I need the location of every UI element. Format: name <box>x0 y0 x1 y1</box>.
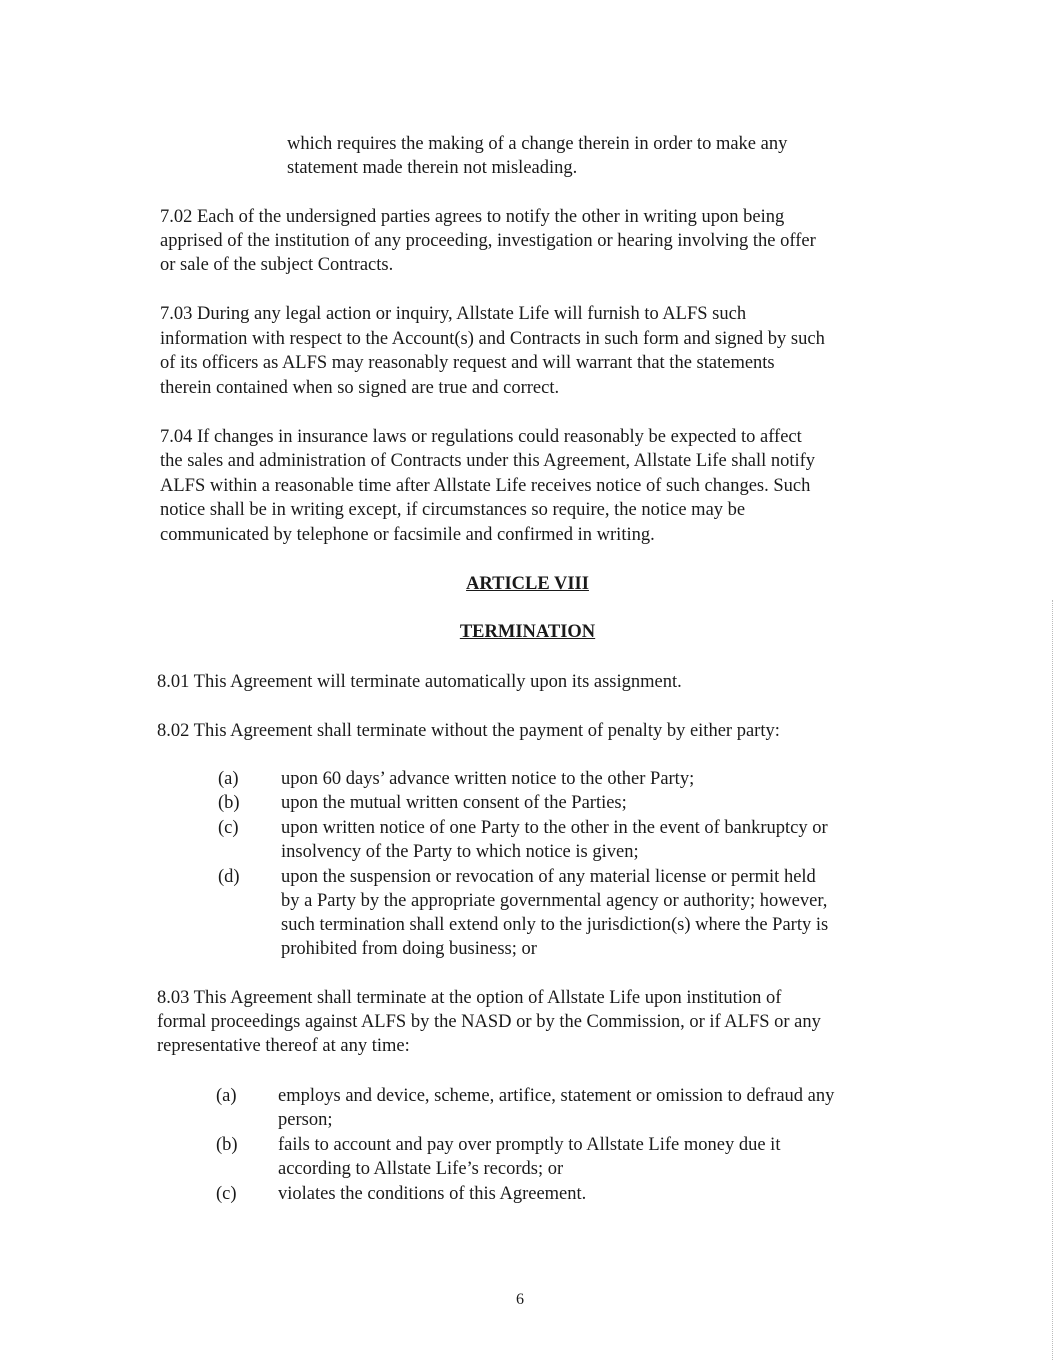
list-item: employs and device, scheme, artifice, statement or omission to defraud any <box>278 1086 835 1106</box>
list-item: according to Allstate Life’s records; or <box>278 1159 564 1179</box>
list-label: (a) <box>216 1086 237 1106</box>
list-label: (b) <box>216 1135 238 1155</box>
list-item: upon 60 days’ advance written notice to the other Party; <box>281 769 695 789</box>
section-8-03: 8.03 This Agreement shall terminate at the option of Allstate Life upon institution of <box>157 988 782 1008</box>
section-8-02: 8.02 This Agreement shall terminate without the payment of penalty by either party: <box>157 721 780 741</box>
paragraph-line: ALFS within a reasonable time after Allstate Life receives notice of such changes. Such <box>160 476 811 496</box>
list-item: upon the mutual written consent of the Parties; <box>281 793 627 813</box>
section-7-04: 7.04 If changes in insurance laws or regulations could reasonably be expected to affect <box>160 427 802 447</box>
list-label: (d) <box>218 867 240 887</box>
paragraph-line: statement made therein not misleading. <box>287 158 578 178</box>
list-item: by a Party by the appropriate governmental agency or authority; however, <box>281 891 828 911</box>
list-item: person; <box>278 1110 333 1130</box>
paragraph-line: formal proceedings against ALFS by the NASD or by the Commission, or if ALFS or any <box>157 1012 821 1032</box>
paragraph-line: information with respect to the Account(s) and Contracts in such form and signed by such <box>160 329 825 349</box>
section-7-02: 7.02 Each of the undersigned parties agrees to notify the other in writing upon being <box>160 207 785 227</box>
section-7-03: 7.03 During any legal action or inquiry, Allstate Life will furnish to ALFS such <box>160 304 747 324</box>
paragraph-line: which requires the making of a change therein in order to make any <box>287 134 788 154</box>
article-heading: ARTICLE VIII <box>466 574 589 594</box>
section-8-01: 8.01 This Agreement will terminate automatically upon its assignment. <box>157 672 682 692</box>
paragraph-line: therein contained when so signed are true and correct. <box>160 378 560 398</box>
list-item: upon written notice of one Party to the other in the event of bankruptcy or <box>281 818 828 838</box>
paragraph-line: notice shall be in writing except, if circumstances so require, the notice may be <box>160 500 746 520</box>
paragraph-line: of its officers as ALFS may reasonably request and will warrant that the statements <box>160 353 775 373</box>
article-title: TERMINATION <box>459 622 596 642</box>
paragraph-line: representative thereof at any time: <box>157 1036 410 1056</box>
paragraph-line: or sale of the subject Contracts. <box>160 255 394 275</box>
paragraph-line: communicated by telephone or facsimile and confirmed in writing. <box>160 525 655 545</box>
list-label: (c) <box>218 818 239 838</box>
paragraph-line: apprised of the institution of any proceeding, investigation or hearing involving the offer <box>160 231 816 251</box>
list-item: violates the conditions of this Agreement. <box>278 1184 587 1204</box>
list-label: (c) <box>216 1184 237 1204</box>
list-label: (a) <box>218 769 239 789</box>
list-item: such termination shall extend only to the jurisdiction(s) where the Party is <box>281 915 829 935</box>
list-item: fails to account and pay over promptly to Allstate Life money due it <box>278 1135 781 1155</box>
list-item: prohibited from doing business; or <box>281 939 537 959</box>
list-item: upon the suspension or revocation of any material license or permit held <box>281 867 816 887</box>
paragraph-line: the sales and administration of Contracts under this Agreement, Allstate Life shall notify <box>160 451 816 471</box>
list-label: (b) <box>218 793 240 813</box>
scan-edge <box>1051 600 1053 1360</box>
list-item: insolvency of the Party to which notice is given; <box>281 842 639 862</box>
page-number: 6 <box>516 1291 524 1308</box>
